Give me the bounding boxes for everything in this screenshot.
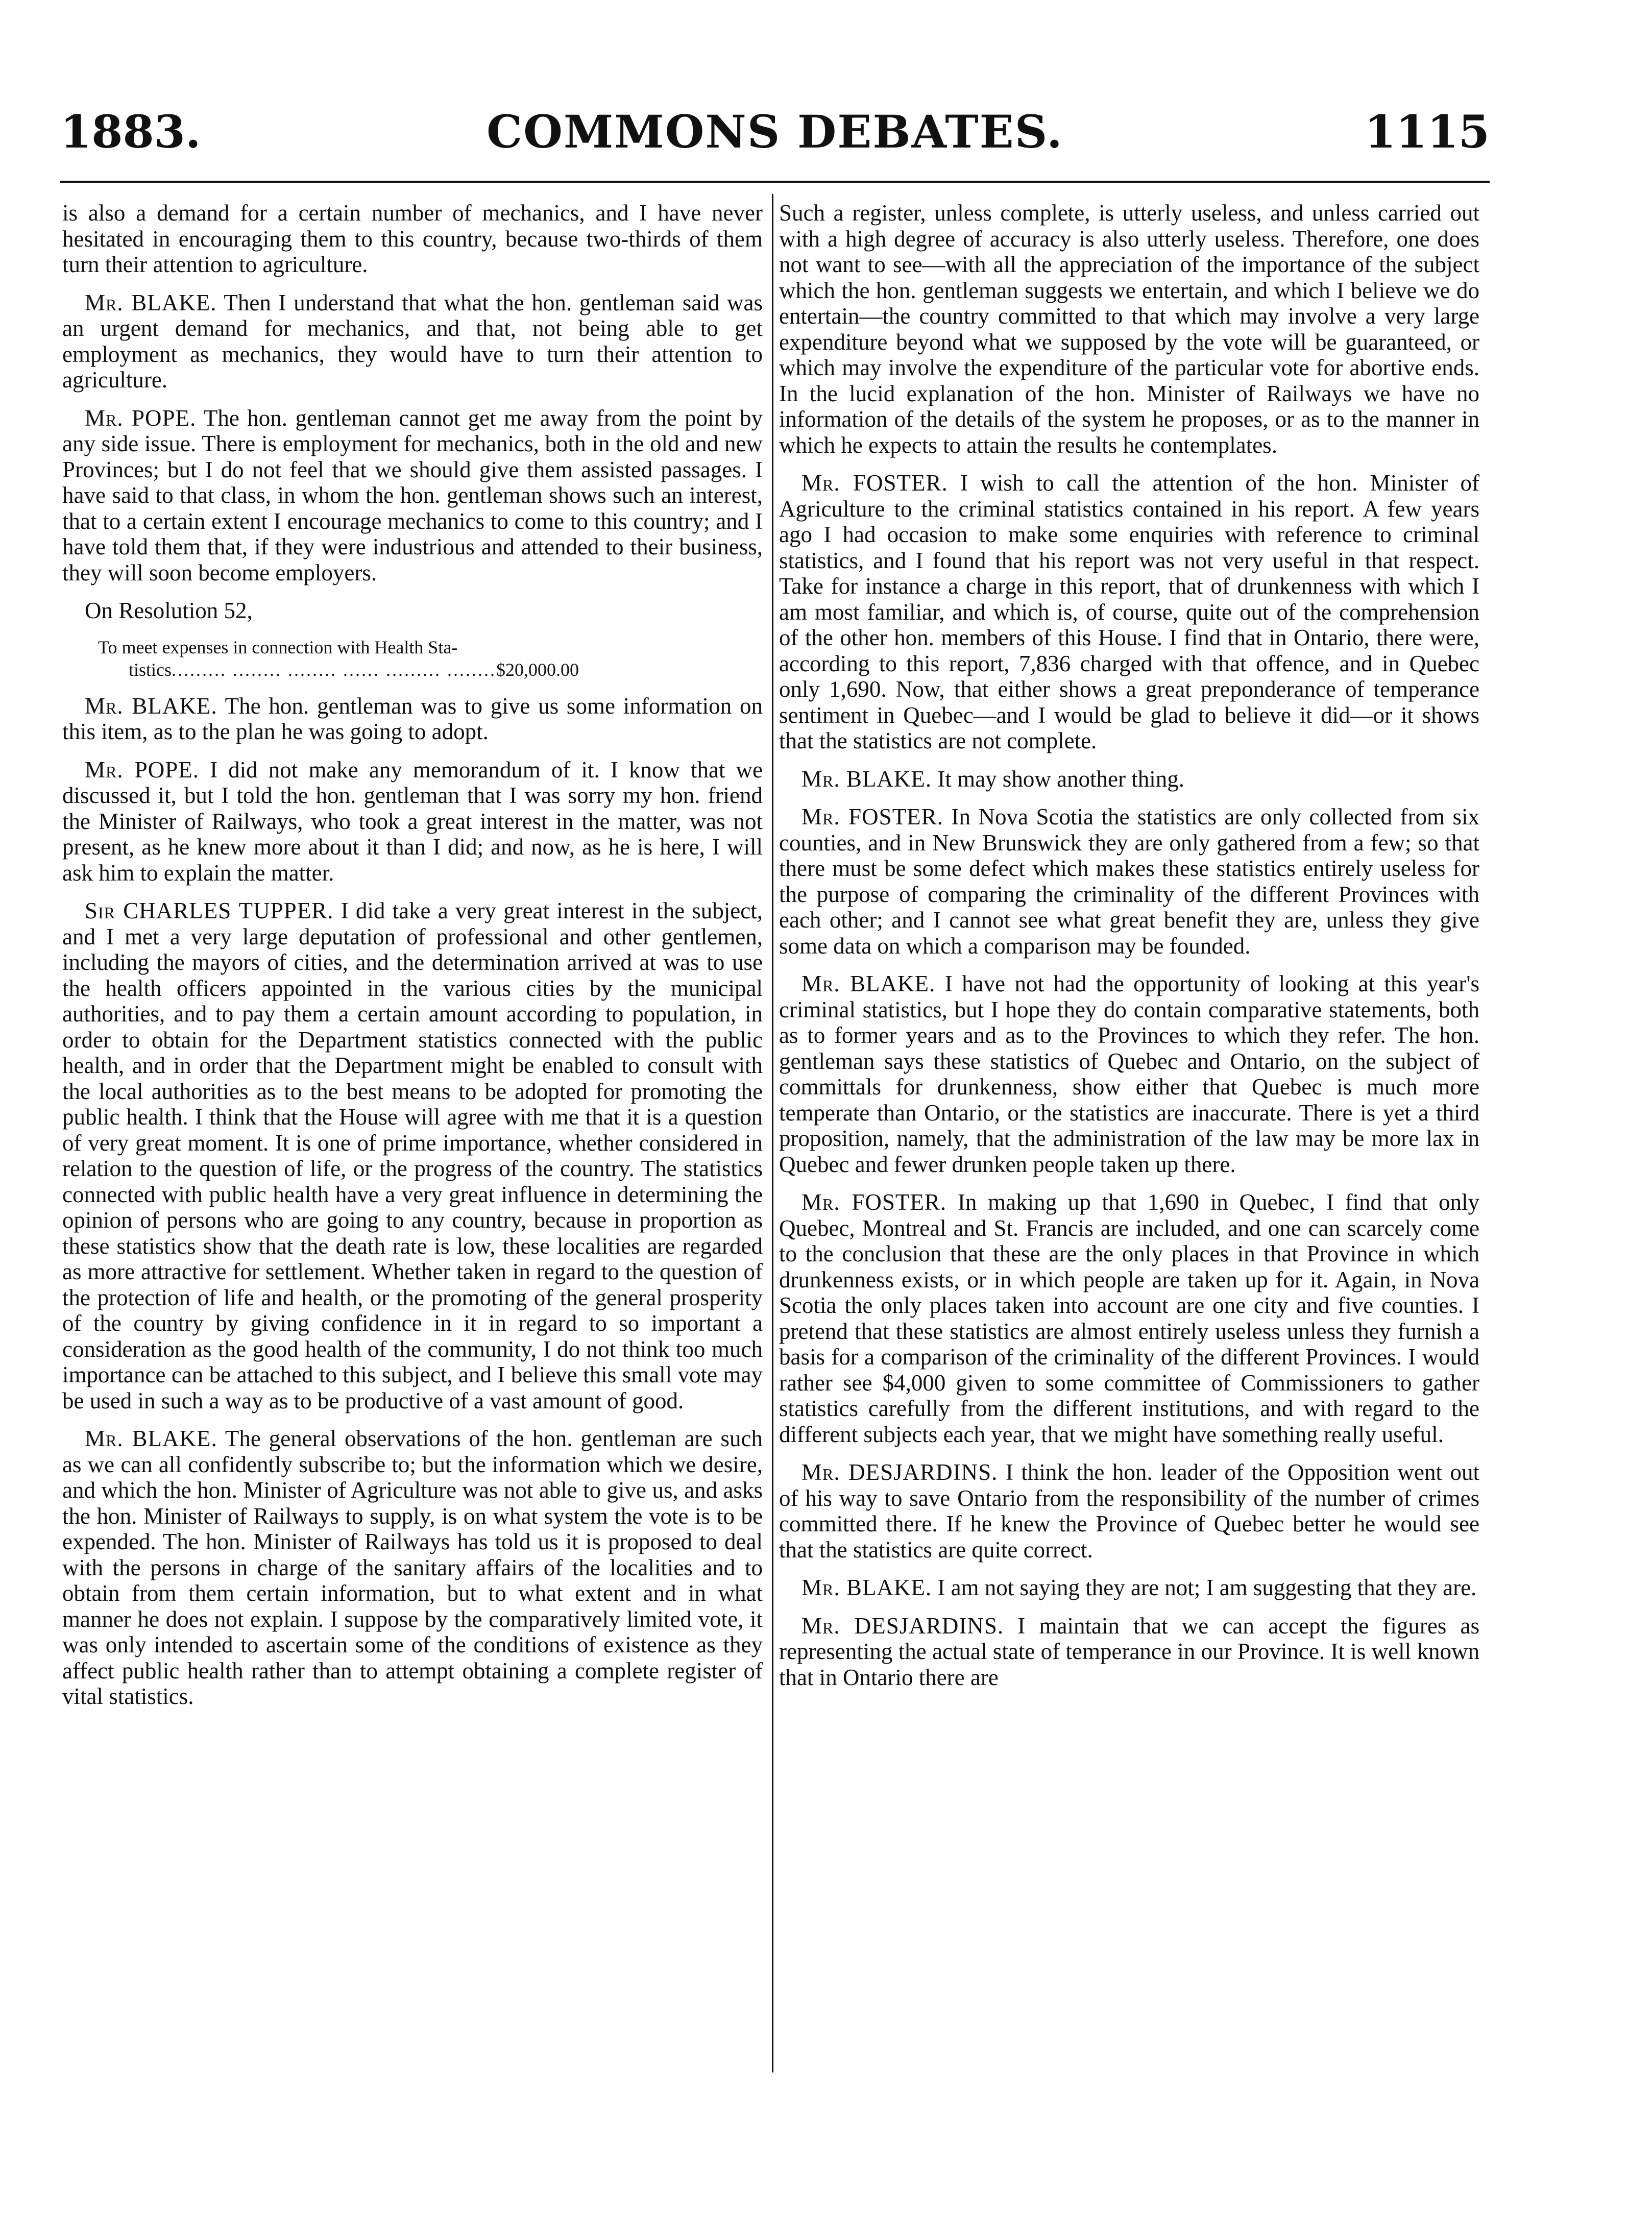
- paragraph-text: The hon. gentleman cannot get me away from the point by any side issue. There is employment for mechanics, both in the old and new Provinces; but I do not feel that we should give them assisted passages. I have said to that class, in whom the hon. gentleman shows such an interest, that to a certain extent I encourage mechanics to come to this country; and I have told them that, if they were industrious and attended to their business, they will soon become employers.: [62, 405, 763, 586]
- paragraph-text: The hon. gentleman was to give us some information on this item, as to the plan he was going to adopt.: [62, 693, 763, 744]
- speaker-name: Mr. BLAKE.: [801, 1575, 932, 1600]
- paragraph-text: It may show another thing.: [937, 766, 1185, 792]
- resolution-heading: On Resolution 52,: [85, 598, 253, 623]
- speaker-name: Mr. DESJARDINS.: [801, 1613, 1004, 1639]
- paragraph: [62, 898, 763, 1413]
- paragraph-text: Such a register, unless complete, is utterly useless, and unless carried out with a high degree of accuracy is also utterly useless. Therefore, one does not want to see—with all the appreciation of the importance of the subject which the hon. gentleman suggests we entertain, and which I believe we do entertain—the country committed to that which may involve a very large expenditure beyond what we supposed by the vote will be guaranteed, or which may involve the expenditure of the particular vote for abortive ends. In the lucid explanation of the hon. Minister of Railways we have no information of the details of the system he proposes, or as to the manner in which he expects to attain the results he contemplates.: [779, 200, 1479, 458]
- speaker-name: Mr. POPE.: [85, 757, 199, 783]
- speaker-name: Mr. POPE.: [85, 405, 197, 431]
- header-rule: [60, 181, 1490, 183]
- paragraph: [779, 766, 1479, 792]
- paragraph-text: I did not make any memorandum of it. I know that we discussed it, but I told the hon. gentleman that I was sorry my hon. friend the Minister of Railways, who took a great interest in the matter, was not present, as he knew more about it than I did; and now, as he is here, I will ask him to explain the matter.: [62, 757, 763, 886]
- paragraph: [62, 757, 763, 886]
- speaker-name: Mr. FOSTER.: [801, 470, 948, 496]
- right-column: [779, 200, 1479, 2068]
- paragraph-text: In making up that 1,690 in Quebec, I find that only Quebec, Montreal and St. Francis are included, and one can scarcely come to the conclusion that these are the only places in that Province in which drunkenness exists, or in which people are taken up for it. Again, in Nova Scotia the only places taken into account are one city and five counties. I pretend that these statistics are almost entirely useless unless they furnish a basis for a comparison of the criminality of the different Provinces. I would rather see $4,000 given to some committee of Commissioners to gather statistics carefully from the different institutions, and with regard to the different subjects each year, that we might have something really useful.: [779, 1189, 1479, 1447]
- item-description-end: tistics: [129, 659, 172, 680]
- paragraph: [62, 405, 763, 586]
- paragraph-text: The general observations of the hon. gentleman are such as we can all confidently subscribe to; but the information which we desire, and which the hon. Minister of Agriculture was not able to give us, and asks the hon. Minister of Railways to supply, is on what system the vote is to be expended. The hon. Minister of Railways has told us it is proposed to deal with the persons in charge of the sanitary affairs of the localities and to obtain from them certain information, but to what extent and in what manner he does not explain. I suppose by the comparatively limited vote, it was only intended to ascertain some of the conditions of existence as they affect public health rather than to attempt obtaining a complete register of vital statistics.: [62, 1426, 763, 1709]
- item-amount: $20,000.00: [496, 659, 579, 680]
- paragraph-text: In Nova Scotia the statistics are only collected from six counties, and in New Brunswick they are only gathered from a few; so that there must be some defect which makes these statistics entirely useless for the purpose of comparing the criminality of the different Provinces with each other; and I cannot see what great benefit they are, unless they give some data on which a comparison may be founded.: [779, 804, 1479, 959]
- speaker-name: Sir CHARLES TUPPER.: [85, 898, 334, 923]
- paragraph: [779, 1613, 1479, 1691]
- paragraph: [62, 200, 763, 278]
- dot-leader: ......... ........ ........ ...... ......... ........: [172, 659, 497, 680]
- page-number: 1115: [1365, 105, 1490, 158]
- speaker-name: Mr. BLAKE.: [801, 766, 932, 792]
- item-description-cont: [62, 658, 763, 681]
- speaker-name: Mr. DESJARDINS.: [801, 1459, 998, 1485]
- item-description: To meet expenses in connection with Health Sta-: [98, 637, 458, 657]
- paragraph: [62, 1426, 763, 1710]
- publication-title: COMMONS DEBATES.: [487, 105, 1063, 158]
- paragraph: [62, 290, 763, 393]
- budget-item: [62, 636, 763, 681]
- paragraph-text: I maintain that we can accept the figures as representing the actual state of temperance in our Province. It is well known that in Ontario there are: [779, 1613, 1479, 1690]
- speaker-name: Mr. BLAKE.: [801, 971, 936, 996]
- paragraph: [779, 1189, 1479, 1447]
- paragraph: [779, 804, 1479, 959]
- paragraph-text: I think the hon. leader of the Opposition went out of his way to save Ontario from the responsibility of the number of crimes committed there. If he knew the Province of Quebec better he would see that the statistics are quite correct.: [779, 1459, 1479, 1563]
- paragraph-text: I have not had the opportunity of looking at this year's criminal statistics, but I hope they do contain comparative statements, both as to former years and as to the Provinces to which they refer. The hon. gentleman says these statistics of Quebec and Ontario, on the subject of committals for drunkenness, show either that Quebec is much more temperate than Ontario, or the statistics are inaccurate. There is yet a third proposition, namely, that the administration of the law may be more lax in Quebec and fewer drunken people taken up there.: [779, 971, 1479, 1177]
- paragraph-text: is also a demand for a certain number of mechanics, and I have never hesitated in encouraging them to this country, because two-thirds of them turn their attention to agriculture.: [62, 200, 763, 277]
- speaker-name: Mr. BLAKE.: [85, 1426, 217, 1451]
- speaker-name: Mr. BLAKE.: [85, 693, 217, 719]
- left-column: [62, 200, 763, 2068]
- paragraph: [779, 1575, 1479, 1601]
- paragraph: [779, 200, 1479, 458]
- paragraph-text: I am not saying they are not; I am suggesting that they are.: [937, 1575, 1477, 1600]
- paragraph-text: I wish to call the attention of the hon. Minister of Agriculture to the criminal statistics contained in his report. A few years ago I had occasion to make some enquiries with reference to criminal statistics, and I found that his report was not very useful in that respect. Take for instance a charge in this report, that of drunkenness with which I am most familiar, and which is, of course, quite out of the comprehension of the other hon. members of this House. I find that in Ontario, there were, according to this report, 7,836 charged with that offence, and in Quebec only 1,690. Now, that either shows a great preponderance of temperance sentiment in Quebec—and I would be glad to believe it did—or it shows that the statistics are not complete.: [779, 470, 1479, 753]
- paragraph: [62, 693, 763, 745]
- page-header: [60, 105, 1490, 191]
- speaker-name: Mr. FOSTER.: [801, 1189, 947, 1215]
- paragraph-text: I did take a very great interest in the subject, and I met a very large deputation of professional and other gentlemen, including the mayors of cities, and the determination arrived at was to use the health officers appointed in the various cities by the municipal authorities, and to pay them a certain amount according to population, in order to obtain for the Department statistics connected with the public health, and in order that the Department might be enabled to consult with the local authorities as to the best means to be adopted for promoting the public health. I think that the House will agree with me that it is a question of very great moment. It is one of prime importance, whether considered in relation to the question of life, or the progress of the country. The statistics connected with public health have a very great influence in determining the opinion of persons who are going to any country, because in proportion as these statistics show that the death rate is low, these localities are regarded as more attractive for settlement. Whether taken in regard to the question of the protection of life and health, or the promoting of the general prosperity of the country by giving confidence in it in regard to so important a consideration as the good health of the community, I do not think too much importance can be attached to this subject, and I believe this small vote may be used in such a way as to be productive of a vast amount of good.: [62, 898, 763, 1413]
- paragraph: [779, 1459, 1479, 1563]
- speaker-name: Mr. BLAKE.: [85, 289, 217, 315]
- paragraph: [779, 971, 1479, 1177]
- column-divider: [772, 194, 773, 2072]
- page-year: 1883.: [60, 105, 201, 158]
- paragraph: [779, 470, 1479, 754]
- speaker-name: Mr. FOSTER.: [801, 804, 943, 830]
- paragraph-text: Then I understand that what the hon. gentleman said was an urgent demand for mechanics, and that, not being able to get employment as mechanics, they would have to turn their attention to agriculture.: [62, 289, 763, 393]
